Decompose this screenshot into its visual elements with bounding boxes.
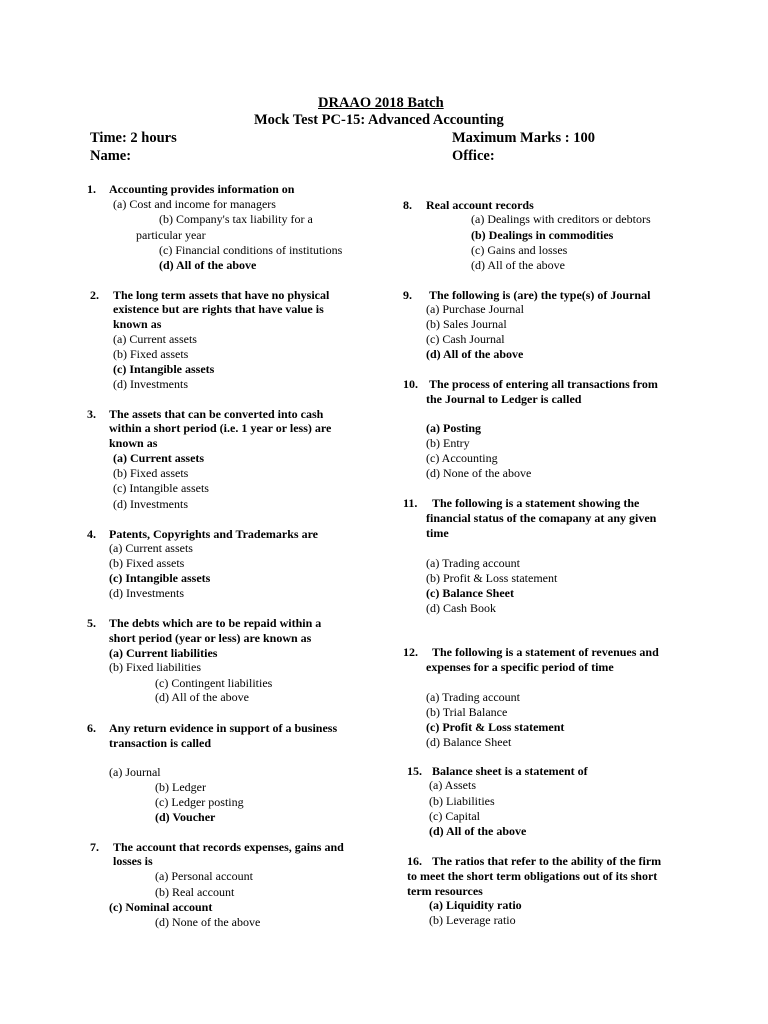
- question-stem: The long term assets that have no physical: [113, 288, 330, 302]
- correct-answer-option: (d) All of the above: [429, 824, 527, 838]
- answer-option: (a) Journal: [109, 765, 161, 779]
- question-stem: existence but are rights that have value is: [113, 302, 324, 316]
- question-stem: Patents, Copyrights and Trademarks are: [109, 527, 319, 541]
- question-stem: The ratios that refer to the ability of the firm: [432, 854, 662, 868]
- question-number: 4.: [87, 527, 96, 541]
- question-stem: known as: [113, 317, 162, 331]
- answer-option: (d) Balance Sheet: [426, 735, 512, 749]
- question-stem: The debts which are to be repaid within a: [109, 616, 322, 630]
- question-stem: losses is: [113, 854, 153, 868]
- correct-answer-option: (a) Current liabilities: [109, 646, 218, 660]
- correct-answer-option: (a) Posting: [426, 421, 481, 435]
- answer-option: (b) Liabilities: [429, 794, 495, 808]
- answer-option: (a) Assets: [429, 778, 476, 792]
- correct-answer-option: (d) Voucher: [155, 810, 216, 824]
- time-label: Time: 2 hours: [90, 130, 177, 146]
- question-number: 16.: [407, 854, 422, 868]
- correct-answer-option: (c) Nominal account: [109, 900, 213, 914]
- answer-option: (b) Real account: [155, 885, 235, 899]
- question-stem: short period (year or less) are known as: [109, 631, 312, 645]
- answer-option: (a) Trading account: [426, 556, 520, 570]
- answer-option: (a) Current assets: [109, 541, 193, 555]
- question-number: 7.: [90, 840, 99, 854]
- question-stem: financial status of the comapany at any given: [426, 511, 657, 525]
- name-label: Name:: [90, 148, 132, 164]
- answer-option: (a) Dealings with creditors or debtors: [471, 212, 651, 226]
- question-number: 15.: [407, 764, 422, 778]
- answer-option: (c) Accounting: [426, 451, 498, 465]
- answer-option: (c) Financial conditions of institutions: [159, 243, 343, 257]
- question-number: 1.: [87, 182, 96, 196]
- question-stem: The process of entering all transactions from: [429, 377, 658, 391]
- answer-option: particular year: [136, 228, 206, 242]
- marks-label: Maximum Marks : 100: [452, 130, 595, 146]
- question-number: 12.: [403, 645, 418, 659]
- correct-answer-option: (c) Intangible assets: [109, 571, 211, 585]
- answer-option: (d) Cash Book: [426, 601, 496, 615]
- answer-option: (c) Gains and losses: [471, 243, 568, 257]
- batch-title: DRAAO 2018 Batch: [318, 95, 444, 111]
- answer-option: (b) Fixed assets: [109, 556, 185, 570]
- answer-option: (b) Entry: [426, 436, 470, 450]
- answer-option: (a) Cost and income for managers: [113, 197, 276, 211]
- answer-option: (d) None of the above: [155, 915, 261, 929]
- answer-option: (b) Trial Balance: [426, 705, 508, 719]
- question-stem: term resources: [407, 884, 483, 898]
- answer-option: (d) Investments: [113, 377, 188, 391]
- question-stem: time: [426, 526, 449, 540]
- answer-option: (b) Fixed assets: [113, 466, 189, 480]
- question-number: 8.: [403, 198, 412, 212]
- test-title: Mock Test PC-15: Advanced Accounting: [254, 112, 504, 128]
- correct-answer-option: (d) All of the above: [426, 347, 524, 361]
- answer-option: (a) Personal account: [155, 869, 253, 883]
- question-stem: The account that records expenses, gains and: [113, 840, 344, 854]
- question-stem: within a short period (i.e. 1 year or less) are: [109, 421, 332, 435]
- answer-option: (c) Ledger posting: [155, 795, 244, 809]
- correct-answer-option: (d) All of the above: [159, 258, 257, 272]
- question-stem: expenses for a specific period of time: [426, 660, 614, 674]
- question-stem: transaction is called: [109, 736, 211, 750]
- question-number: 2.: [90, 288, 99, 302]
- answer-option: (c) Capital: [429, 809, 480, 823]
- question-stem: Any return evidence in support of a business: [109, 721, 338, 735]
- question-stem: The following is a statement showing the: [432, 496, 640, 510]
- question-stem: Balance sheet is a statement of: [432, 764, 588, 778]
- question-number: 3.: [87, 407, 96, 421]
- answer-option: (d) Investments: [109, 586, 184, 600]
- question-number: 11.: [403, 496, 418, 510]
- answer-option: (d) Investments: [113, 497, 188, 511]
- question-stem: known as: [109, 436, 158, 450]
- question-stem: Real account records: [426, 198, 534, 212]
- answer-option: (c) Contingent liabilities: [155, 676, 273, 690]
- question-number: 6.: [87, 721, 96, 735]
- answer-option: (d) All of the above: [155, 690, 249, 704]
- question-stem: The following is a statement of revenues and: [432, 645, 659, 659]
- question-stem: the Journal to Ledger is called: [426, 392, 582, 406]
- question-stem: The following is (are) the type(s) of Journal: [429, 288, 651, 302]
- answer-option: (c) Cash Journal: [426, 332, 505, 346]
- correct-answer-option: (a) Liquidity ratio: [429, 898, 522, 912]
- answer-option: (b) Leverage ratio: [429, 913, 516, 927]
- question-stem: The assets that can be converted into cash: [109, 407, 324, 421]
- answer-option: (b) Company's tax liability for a: [159, 212, 313, 226]
- answer-option: (d) All of the above: [471, 258, 565, 272]
- answer-option: (d) None of the above: [426, 466, 532, 480]
- question-stem: Accounting provides information on: [109, 182, 295, 196]
- answer-option: (b) Sales Journal: [426, 317, 507, 331]
- question-stem: to meet the short term obligations out of its short: [407, 869, 658, 883]
- correct-answer-option: (a) Current assets: [113, 451, 205, 465]
- question-number: 9.: [403, 288, 412, 302]
- answer-option: (b) Ledger: [155, 780, 206, 794]
- correct-answer-option: (b) Dealings in commodities: [471, 228, 614, 242]
- question-number: 5.: [87, 616, 96, 630]
- answer-option: (b) Profit & Loss statement: [426, 571, 558, 585]
- office-label: Office:: [452, 148, 495, 164]
- question-number: 10.: [403, 377, 418, 391]
- answer-option: (b) Fixed assets: [113, 347, 189, 361]
- answer-option: (a) Purchase Journal: [426, 302, 524, 316]
- correct-answer-option: (c) Balance Sheet: [426, 586, 514, 600]
- answer-option: (c) Intangible assets: [113, 481, 209, 495]
- correct-answer-option: (c) Intangible assets: [113, 362, 215, 376]
- correct-answer-option: (c) Profit & Loss statement: [426, 720, 565, 734]
- answer-option: (b) Fixed liabilities: [109, 660, 201, 674]
- answer-option: (a) Current assets: [113, 332, 197, 346]
- answer-option: (a) Trading account: [426, 690, 520, 704]
